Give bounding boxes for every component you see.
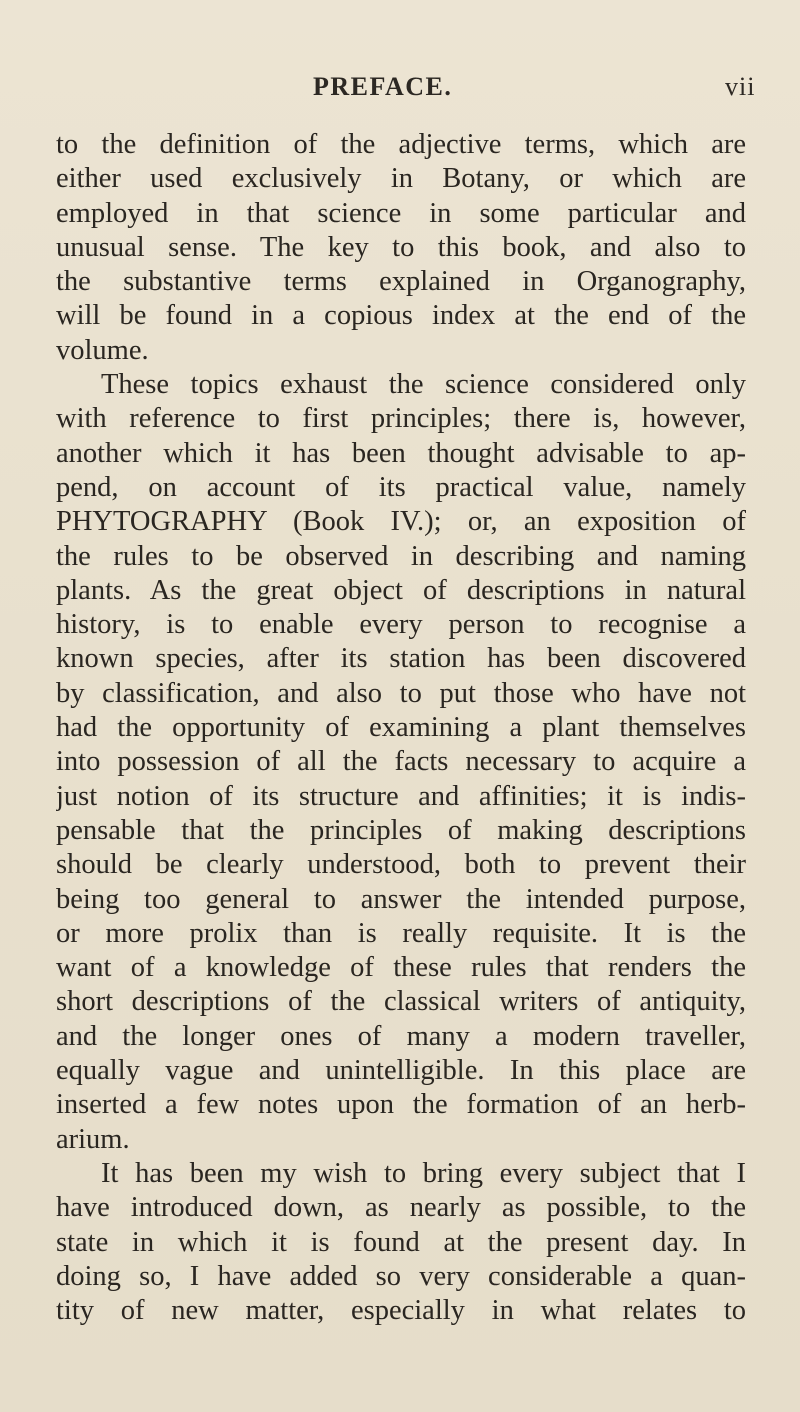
text-line: PHYTOGRAPHY (Book IV.); or, an exposition of [56, 506, 746, 538]
text-line: arium. [56, 1123, 130, 1155]
text-line: into possession of all the facts necessary to acquire a [56, 746, 746, 778]
text-line: by classification, and also to put those who have not [56, 677, 746, 709]
text-line: being too general to answer the intended purpose, [56, 883, 746, 915]
text-line: to the definition of the adjective terms, which are [56, 129, 746, 160]
page-number: vii [725, 72, 756, 101]
text-line: These topics exhaust the science considered only [101, 369, 746, 401]
text-line: plants. As the great object of descriptions in natural [56, 574, 746, 606]
text-line: known species, after its station has been discovered [56, 643, 746, 675]
running-head: PREFACE. [313, 72, 453, 101]
text-line: short descriptions of the classical writers of antiquity, [56, 986, 746, 1018]
text-line: the substantive terms explained in Organography, [56, 266, 746, 298]
text-line: pensable that the principles of making descriptions [56, 814, 746, 846]
text-line: It has been my wish to bring every subject that I [101, 1157, 746, 1189]
text-line: volume. [56, 334, 149, 366]
text-line: the rules to be observed in describing and naming [56, 540, 746, 572]
text-line: should be clearly understood, both to prevent their [56, 849, 746, 881]
text-line: will be found in a copious index at the end of the [56, 300, 746, 332]
text-line: have introduced down, as nearly as possible, to the [56, 1192, 746, 1224]
text-line: unusual sense. The key to this book, and also to [56, 231, 746, 263]
text-line: history, is to enable every person to recognise a [56, 609, 746, 641]
text-line: had the opportunity of examining a plant themselves [56, 712, 746, 744]
text-line: or more prolix than is really requisite. It is the [56, 917, 746, 949]
text-line: inserted a few notes upon the formation of an herb- [56, 1089, 746, 1121]
text-line: employed in that science in some particular and [56, 197, 746, 229]
text-line: state in which it is found at the present day. In [56, 1226, 746, 1258]
text-line: equally vague and unintelligible. In this place are [56, 1055, 746, 1087]
text-line: just notion of its structure and affinities; it is indis- [56, 780, 746, 812]
body-text [56, 128, 746, 1328]
text-line: tity of new matter, especially in what relates to [56, 1295, 746, 1327]
text-line: another which it has been thought advisable to ap- [56, 437, 746, 469]
text-line: either used exclusively in Botany, or which are [56, 163, 746, 195]
text-line: with reference to first principles; there is, however, [56, 403, 746, 435]
page-header [0, 72, 800, 112]
text-line: and the longer ones of many a modern traveller, [56, 1020, 746, 1052]
text-line: pend, on account of its practical value, namely [56, 471, 746, 503]
text-line: doing so, I have added so very considerable a quan- [56, 1260, 746, 1292]
text-line: want of a knowledge of these rules that renders the [56, 952, 746, 984]
